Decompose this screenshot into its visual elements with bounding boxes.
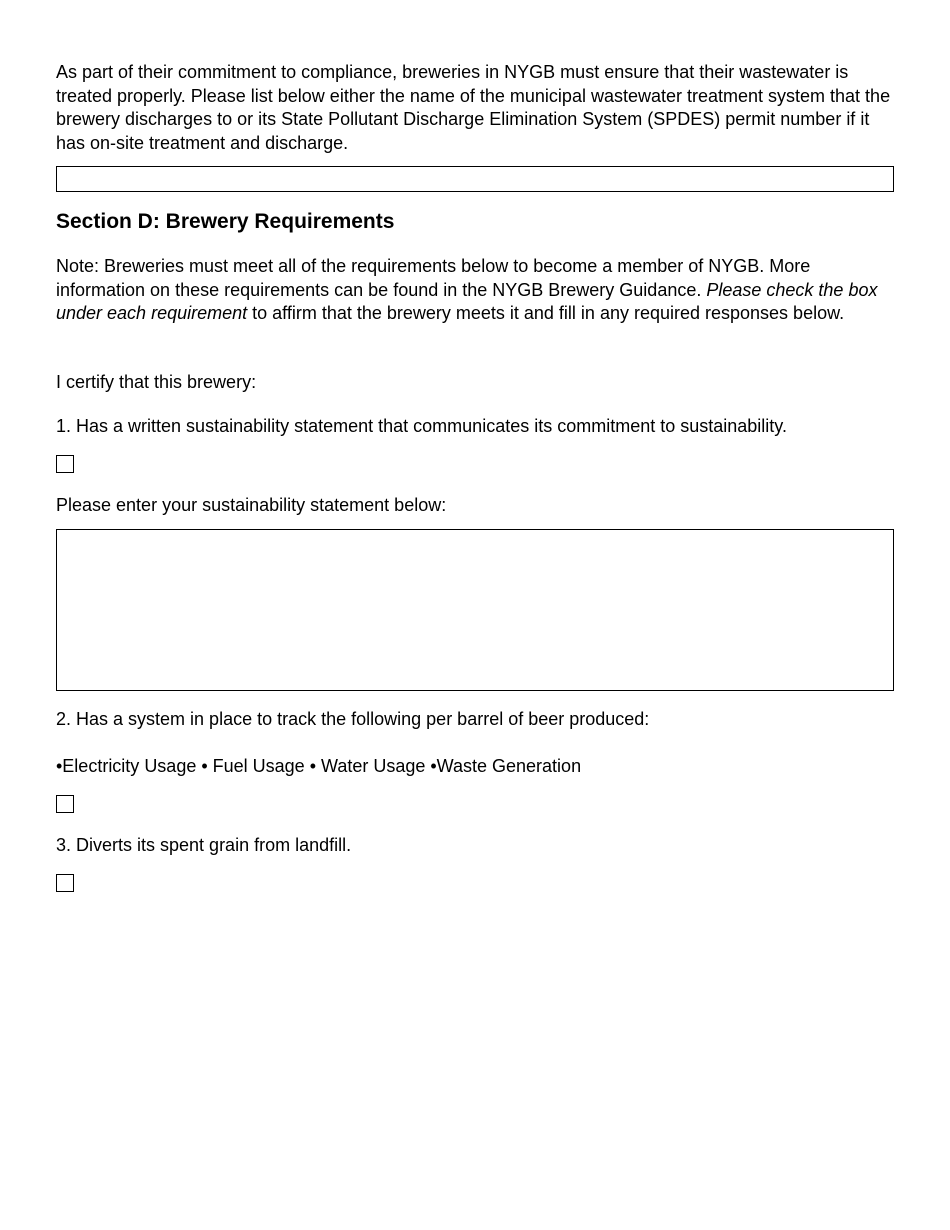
note-text-end: to affirm that the brewery meets it and fill in any required responses below. bbox=[247, 303, 845, 323]
wastewater-intro-paragraph: As part of their commitment to compliance, breweries in NYGB must ensure that their wastewater is treated properly. Please list below either the name of the municipal wastewater treatment system that the brewery discharges to or its State Pollutant Discharge Elimination System (SPDES) permit number if it has on-site treatment and discharge. bbox=[56, 62, 891, 153]
section-d-title: Section D: Brewery Requirements bbox=[56, 210, 395, 233]
requirements-note bbox=[56, 255, 894, 326]
requirement-2-text: 2. Has a system in place to track the following per barrel of beer produced: bbox=[56, 709, 650, 729]
note-text-italic: Please check the box under each requirement bbox=[56, 279, 878, 323]
note-text-start: Note: Breweries must meet all of the requirements below to become a member of NYGB. More information on these requirements can be found in the NYGB Brewery Guidance. bbox=[56, 256, 811, 300]
requirement-2-checkbox[interactable] bbox=[56, 795, 74, 813]
tracking-items-list: •Electricity Usage • Fuel Usage • Water Usage •Waste Generation bbox=[56, 756, 582, 776]
requirement-1-text: 1. Has a written sustainability statement that communicates its commitment to sustainability. bbox=[56, 416, 787, 436]
sustainability-statement-field[interactable] bbox=[56, 529, 894, 691]
requirement-3-text: 3. Diverts its spent grain from landfill. bbox=[56, 835, 352, 855]
certify-statement: I certify that this brewery: bbox=[56, 372, 257, 392]
sustainability-statement-prompt: Please enter your sustainability statement below: bbox=[56, 495, 447, 515]
requirement-1-checkbox[interactable] bbox=[56, 455, 74, 473]
wastewater-system-field[interactable] bbox=[56, 166, 894, 192]
requirement-3-checkbox[interactable] bbox=[56, 874, 74, 892]
